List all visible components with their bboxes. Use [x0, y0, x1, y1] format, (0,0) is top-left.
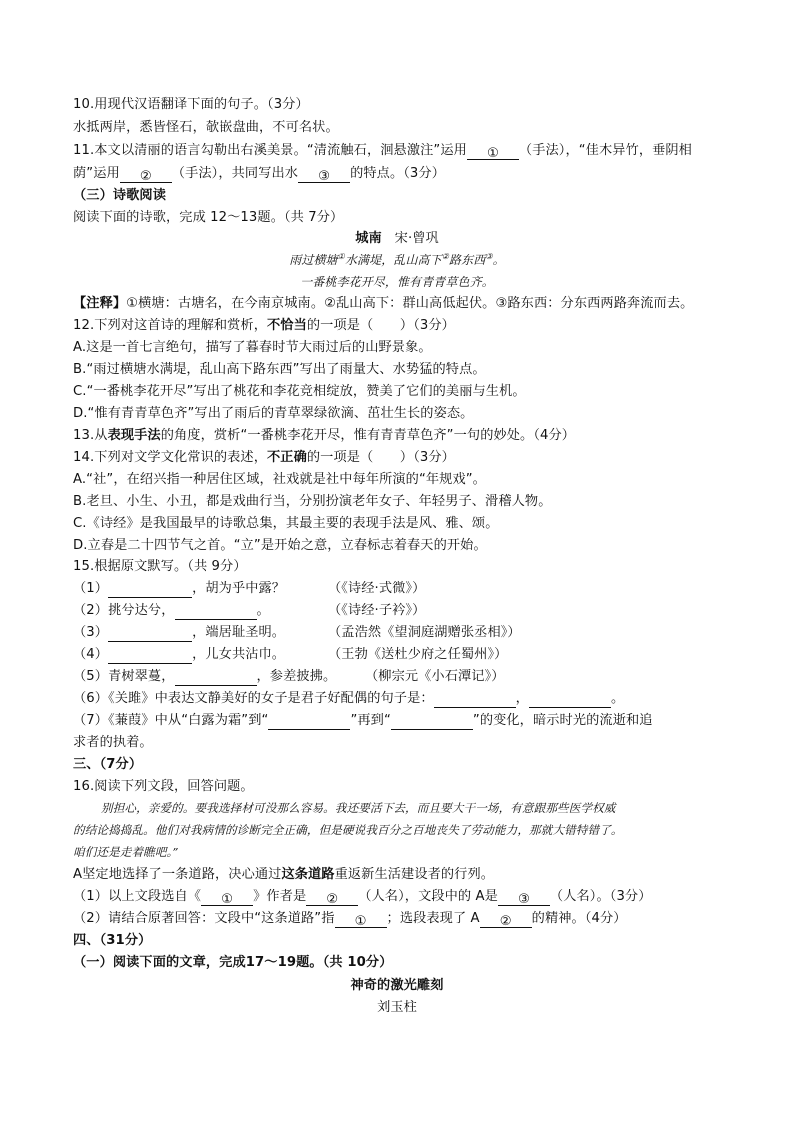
q14-option-b[interactable]: B.老旦、小生、小丑，都是戏曲行当，分别扮演老年女子、年轻男子、滑稽人物。 — [73, 494, 552, 509]
q16-text: 的精神。（4分） — [531, 911, 627, 926]
q11-blank-1[interactable]: ① — [467, 144, 519, 160]
item-text: （6）《关雎》中表达文静美好的女子是君子好配偶的句子是： — [73, 691, 434, 706]
q16-text: （人名），文段中的 A是 — [358, 889, 498, 904]
poem-text: 水满堤，乱山高下 — [344, 253, 442, 267]
q11-text: 的特点。（3分） — [350, 166, 445, 181]
q16-passage-line-1: 别担心，亲爱的。要我选择材可没那么容易。我还要活下去，而且要大干一场，有意跟那些医学权威 — [101, 801, 616, 815]
q16-blank-1-2[interactable]: ② — [306, 890, 358, 906]
q16-text: 重返新生活建设者的行列。 — [334, 867, 495, 882]
q15-item-6 — [73, 689, 744, 708]
q13-emphasis: 表现手法 — [107, 428, 161, 443]
poem-text: 。 — [492, 253, 505, 267]
q15-blank-5[interactable] — [175, 670, 257, 686]
poem-author: 宋·曾巩 — [394, 231, 439, 246]
q16-sub-1 — [73, 887, 744, 906]
q10-sentence: 水抵两岸，悉皆怪石，欹嵌盘曲，不可名状。 — [73, 120, 339, 135]
q16-blank-1-1[interactable]: ① — [201, 890, 253, 906]
q16-text: 》作者是 — [253, 889, 307, 904]
article-author: 刘玉柱 — [377, 1000, 417, 1015]
article-title: 神奇的激光雕刻 — [350, 978, 444, 993]
q14-emphasis: 不正确 — [267, 450, 307, 465]
poem-title: 城南 — [355, 231, 382, 246]
q16-text: A坚定地选择了一条道路，决心通过 — [73, 867, 282, 882]
q16-blank-1-3[interactable]: ③ — [498, 890, 550, 906]
q15-item-4 — [73, 645, 744, 664]
q16-text: （人名）。（3分） — [549, 889, 652, 904]
item-text: ，参差披拂。 — [256, 669, 337, 684]
item-number: （5）青树翠蔓， — [73, 669, 175, 684]
q12-option-b[interactable]: B.“雨过横塘水满堤，乱山高下路东西”写出了雨量大、水势猛的特点。 — [73, 362, 486, 377]
q15-title: 15.根据原文默写。（共 9分） — [73, 559, 247, 574]
poem-line-1 — [0, 251, 794, 270]
item-text: 。 — [610, 691, 625, 706]
q12-text: 12.下列对这首诗的理解和赏析， — [73, 318, 268, 333]
q15-blank-7b[interactable] — [391, 714, 473, 730]
q16-text: （2）请结合原著回答：文段中“这条道路”指 — [73, 911, 335, 926]
q11-blank-3[interactable]: ③ — [298, 167, 350, 183]
q12-option-d[interactable]: D.“惟有青青草色齐”写出了雨后的青草翠绿欲滴、茁壮生长的姿态。 — [73, 406, 474, 421]
q11-text: （手法），共同写出水 — [171, 166, 299, 181]
q16-text: ；选段表现了 A — [386, 911, 480, 926]
q16-passage-line-4 — [73, 865, 744, 884]
item-source: （柳宗元《小石潭记》） — [365, 669, 505, 684]
q13-text: 的角度，赏析“一番桃李花开尽，惟有青青草色齐”一句的妙处。（4分） — [160, 428, 576, 443]
q16-title: 16.阅读下列文段，回答问题。 — [73, 779, 254, 794]
poem-heading — [0, 229, 794, 248]
q11-text: （手法），“佳木异竹，垂阴相 — [518, 143, 692, 158]
q14-option-d[interactable]: D.立春是二十四节气之首。“立”是开始之意，立春标志着春天的开始。 — [73, 538, 487, 553]
item-number: （1） — [73, 581, 109, 596]
q11-line2 — [73, 164, 744, 183]
item-source: （孟浩然《望洞庭湖赠张丞相》） — [328, 625, 521, 640]
q14-option-c[interactable]: C.《诗经》是我国最早的诗歌总集，其最主要的表现手法是风、雅、颂。 — [73, 516, 499, 531]
section-four-subheading: （一）阅读下面的文章，完成17～19题。（共 10分） — [73, 955, 393, 970]
q14-text: 14.下列对文学文化常识的表述， — [73, 450, 268, 465]
q12-option-a[interactable]: A.这是一首七言绝句，描写了暮春时节大雨过后的山野景象。 — [73, 340, 432, 355]
q15-blank-6a[interactable] — [434, 692, 516, 708]
q15-blank-1[interactable] — [108, 582, 192, 598]
q11-line1 — [73, 141, 744, 160]
q12-text: 的一项是（ ）（3分） — [306, 318, 455, 333]
q14-text: 的一项是（ ）（3分） — [306, 450, 455, 465]
poem-text: 雨过横塘 — [289, 253, 338, 267]
item-number: （4） — [73, 647, 109, 662]
item-source: （王勃《送杜少府之任蜀州》） — [328, 647, 508, 662]
item-text: ， — [515, 691, 529, 706]
notes-text: ①横塘：古塘名，在今南京城南。②乱山高下：群山高低起伏。③路东西：分东西两路奔流而去。 — [126, 296, 694, 311]
q15-blank-3[interactable] — [108, 626, 192, 642]
q14-option-a[interactable]: A.“社”，在绍兴指一种居住区域，社戏就是社中每年所演的“年规戏”。 — [73, 472, 486, 487]
q15-item-3 — [73, 623, 744, 642]
note-mark: ① — [337, 252, 345, 261]
item-text: （7）《蒹葭》中从“白露为霜”到“ — [73, 713, 269, 728]
q15-blank-6b[interactable] — [529, 692, 611, 708]
q14-stem — [73, 448, 744, 467]
q16-sub-2 — [73, 909, 744, 928]
note-mark: ② — [441, 252, 450, 261]
notes-label: 【注释】 — [73, 296, 127, 311]
q16-blank-2-1[interactable]: ① — [335, 912, 387, 928]
q13-stem — [73, 426, 744, 445]
q11-blank-2[interactable]: ② — [120, 167, 172, 183]
poem-notes — [73, 294, 744, 313]
section-heading-four: 四、（31分） — [73, 933, 152, 948]
note-mark: ③ — [485, 252, 493, 261]
poem-line-2: 一番桃李花开尽，惟有青青草色齐。 — [300, 275, 494, 289]
item-text: ”的变化，暗示时光的流逝和追 — [472, 713, 653, 728]
item-source: （《诗经·子衿》） — [328, 603, 426, 618]
item-text: ，端居耻圣明。 — [192, 625, 286, 640]
item-text: ，胡为乎中露？ — [192, 581, 286, 596]
item-number: （3） — [73, 625, 109, 640]
q12-option-c[interactable]: C.“一番桃李花开尽”写出了桃花和李花竞相绽放，赞美了它们的美丽与生机。 — [73, 384, 526, 399]
q10-title: 10.用现代汉语翻译下面的句子。（3分） — [73, 97, 309, 112]
item-number: （2）挑兮达兮， — [73, 603, 175, 618]
item-text: ”再到“ — [350, 713, 391, 728]
poetry-intro: 阅读下面的诗歌，完成 12～13题。（共 7分） — [73, 210, 344, 225]
q15-item-1 — [73, 579, 744, 598]
q16-blank-2-2[interactable]: ② — [480, 912, 532, 928]
q16-emphasis: 这条道路 — [281, 867, 335, 882]
q15-item-2 — [73, 601, 744, 620]
q16-passage-line-2: 的结论捣捣乱。他们对我病情的诊断完全正确，但是硬说我百分之百地丧失了劳动能力，那就大错特错了。 — [73, 823, 623, 837]
q16-passage-line-3: 咱们还是走着瞧吧。” — [73, 845, 179, 859]
q16-text: （1）以上文段选自《 — [73, 889, 202, 904]
q13-text: 13.从 — [73, 428, 108, 443]
q15-item-7-cont: 求者的执着。 — [73, 735, 153, 750]
q11-text: 荫”运用 — [73, 166, 120, 181]
section-heading-three: 三、（7分） — [73, 757, 143, 772]
item-text: ，儿女共沾巾。 — [192, 647, 286, 662]
q15-blank-4[interactable] — [108, 648, 192, 664]
poem-text: 路东西 — [449, 253, 486, 267]
item-text: 。 — [256, 603, 270, 618]
q15-item-5 — [73, 667, 744, 686]
q15-item-7 — [73, 711, 744, 730]
item-source: （《诗经·式微》） — [328, 581, 426, 596]
section-heading-poetry: （三）诗歌阅读 — [73, 188, 167, 203]
q15-blank-2[interactable] — [175, 604, 257, 620]
q11-text: 11.本文以清丽的语言勾勒出右溪美景。“清流触石，洄悬激注”运用 — [73, 143, 467, 158]
q12-stem — [73, 316, 744, 335]
q15-blank-7a[interactable] — [268, 714, 350, 730]
q12-emphasis: 不恰当 — [267, 318, 307, 333]
